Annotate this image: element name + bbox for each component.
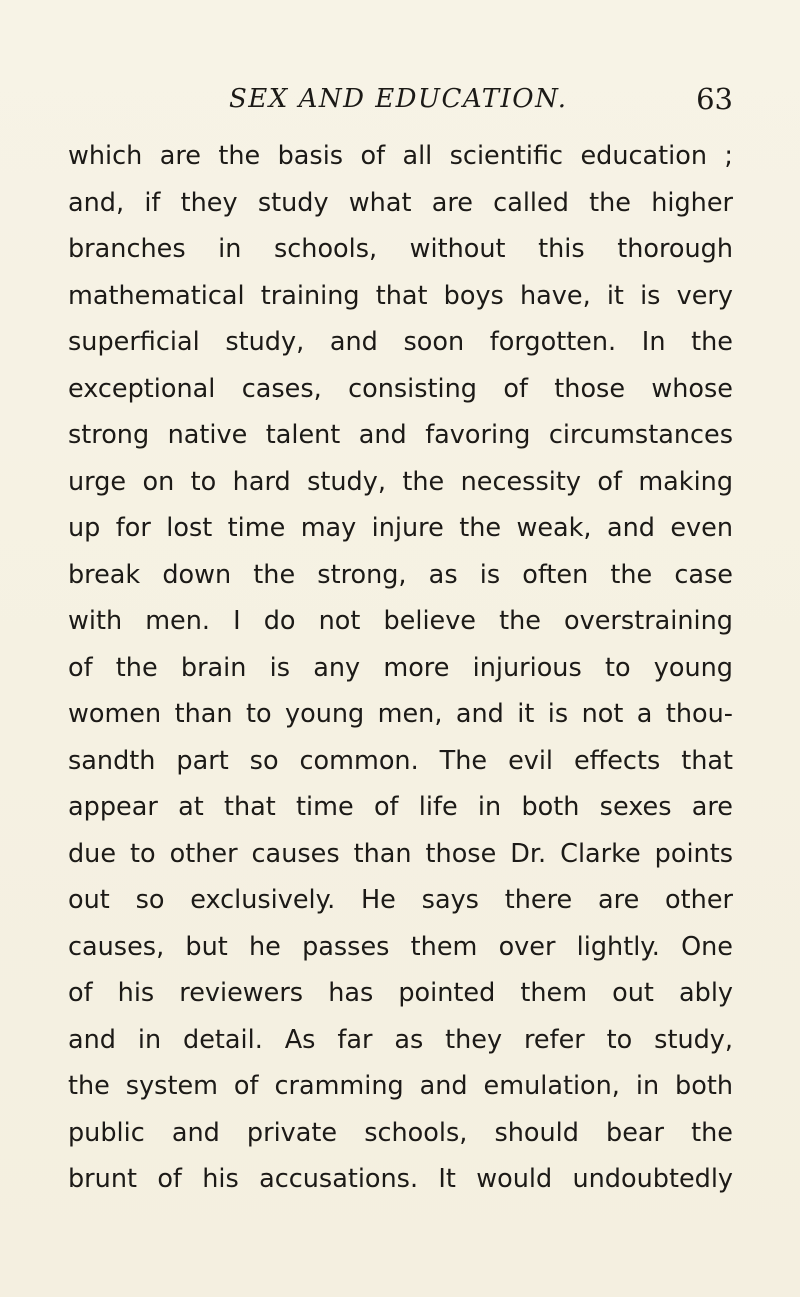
running-title: SEX AND EDUCATION.	[229, 84, 568, 114]
text-line: and in detail. As far as they refer to study,	[68, 1024, 733, 1055]
text-line: brunt of his accusations. It would undoubtedly	[68, 1164, 733, 1194]
body-text	[68, 133, 733, 1203]
text-line: out so exclusively. He says there are other	[68, 885, 733, 915]
text-line: break down the strong, as is often the case	[68, 559, 733, 590]
text-line: sandth part so common. The evil effects that	[68, 745, 733, 776]
text-line: mathematical training that boys have, it is very	[68, 280, 733, 311]
text-line: and, if they study what are called the higher	[68, 187, 733, 218]
text-line: public and private schools, should bear the	[68, 1117, 733, 1148]
text-line: exceptional cases, consisting of those whose	[68, 373, 733, 404]
text-line: due to other causes than those Dr. Clarke points	[68, 838, 733, 869]
text-line: strong native talent and favoring circumstances	[68, 420, 733, 450]
text-line: up for lost time may injure the weak, and even	[68, 513, 733, 543]
text-line: of the brain is any more injurious to young	[68, 652, 733, 683]
text-line: branches in schools, without this thorough	[68, 234, 733, 264]
text-line: appear at that time of life in both sexes are	[68, 792, 733, 822]
page-header	[68, 80, 733, 124]
text-line: causes, but he passes them over lightly. One	[68, 931, 733, 962]
text-line: urge on to hard study, the necessity of making	[68, 466, 733, 497]
page-number: 63	[696, 82, 733, 116]
text-line: superficial study, and soon forgotten. In the	[68, 327, 733, 357]
text-line: women than to young men, and it is not a thou-	[68, 699, 733, 729]
text-line: with men. I do not believe the overstraining	[68, 606, 733, 636]
text-line: the system of cramming and emulation, in both	[68, 1071, 733, 1101]
text-line: of his reviewers has pointed them out ably	[68, 978, 733, 1008]
text-line: which are the basis of all scientific education ;	[68, 141, 733, 171]
